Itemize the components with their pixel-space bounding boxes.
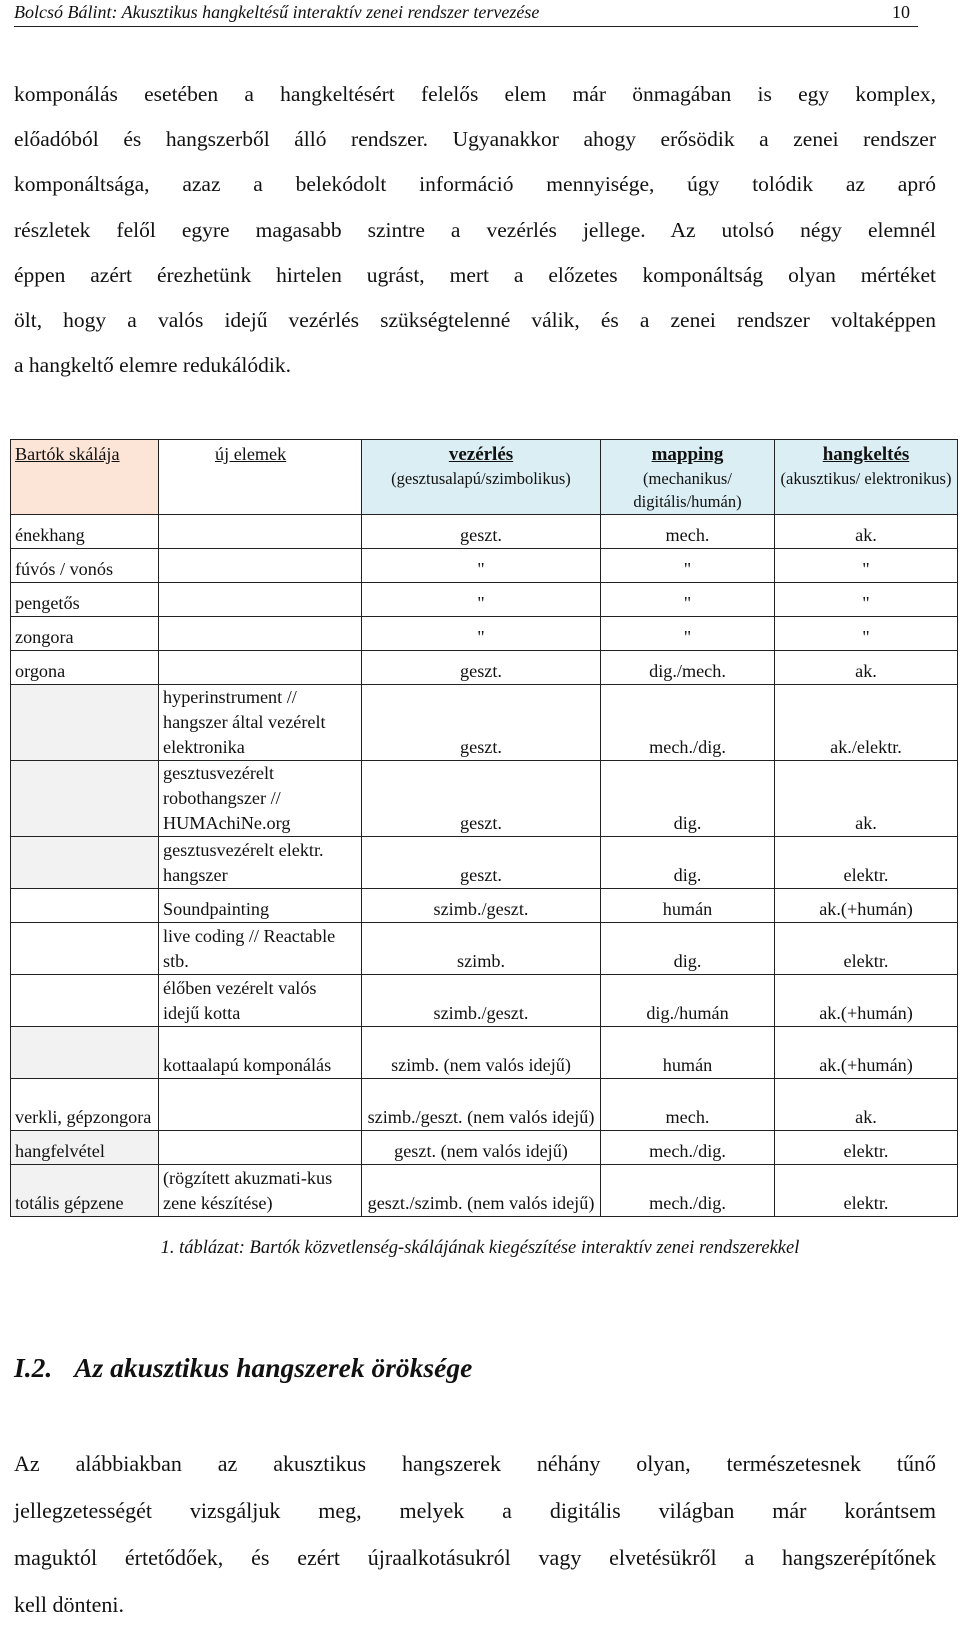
cell-control: geszt./szimb. (nem valós idejű) bbox=[362, 1165, 601, 1217]
table-row bbox=[11, 761, 958, 837]
cell-new-element: élőben vezérelt valós idejű kotta bbox=[159, 975, 362, 1027]
paragraph-line: komponáltsága, azaz a belekódolt információ mennyisége, úgy tolódik az apró bbox=[14, 172, 936, 197]
cell-sound: ak. bbox=[775, 761, 958, 837]
table-row bbox=[11, 1131, 958, 1165]
cell-sound: ak.(+humán) bbox=[775, 975, 958, 1027]
cell-control: " bbox=[362, 549, 601, 583]
section-number: I.2. bbox=[14, 1352, 53, 1383]
table-row bbox=[11, 1165, 958, 1217]
cell-mapping: mech. bbox=[601, 1079, 775, 1131]
cell-bartok: zongora bbox=[11, 617, 159, 651]
cell-mapping: dig. bbox=[601, 837, 775, 889]
cell-control: geszt. bbox=[362, 837, 601, 889]
running-header bbox=[14, 0, 918, 27]
section-heading bbox=[14, 1352, 472, 1384]
table-row bbox=[11, 889, 958, 923]
table-body bbox=[11, 515, 958, 1217]
cell-new-element: live coding // Reactable stb. bbox=[159, 923, 362, 975]
cell-new-element bbox=[159, 651, 362, 685]
cell-new-element: gesztusvezérelt robothangszer // HUMAchiNe.org bbox=[159, 761, 362, 837]
paragraph-line: komponálás esetében a hangkeltésért felelős elem már önmagában is egy komplex, bbox=[14, 82, 936, 106]
cell-bartok: fúvós / vonós bbox=[11, 549, 159, 583]
header-sound: hangkeltés (akusztikus/ elektronikus) bbox=[775, 440, 958, 515]
cell-mapping: " bbox=[601, 549, 775, 583]
cell-new-element: (rögzített akuzmati-kus zene készítése) bbox=[159, 1165, 362, 1217]
cell-new-element: kottaalapú komponálás bbox=[159, 1027, 362, 1079]
body-paragraph-1 bbox=[14, 72, 936, 388]
cell-control: geszt. bbox=[362, 651, 601, 685]
cell-bartok bbox=[11, 1027, 159, 1079]
cell-bartok: énekhang bbox=[11, 515, 159, 549]
cell-sound: " bbox=[775, 549, 958, 583]
cell-bartok bbox=[11, 685, 159, 761]
body-paragraph-2 bbox=[14, 1440, 936, 1628]
paragraph-line: részletek felől egyre magasabb szintre a vezérlés jellege. Az utolsó négy elemnél bbox=[14, 217, 936, 242]
cell-control: szimb./geszt. bbox=[362, 889, 601, 923]
cell-control: " bbox=[362, 583, 601, 617]
cell-bartok: verkli, gépzongora bbox=[11, 1079, 159, 1131]
paragraph-line: a hangkeltő elemre redukálódik. bbox=[14, 353, 292, 378]
cell-mapping: humán bbox=[601, 889, 775, 923]
cell-mapping: mech./dig. bbox=[601, 685, 775, 761]
cell-mapping: mech./dig. bbox=[601, 1165, 775, 1217]
cell-sound: ak.(+humán) bbox=[775, 1027, 958, 1079]
cell-control: geszt. (nem valós idejű) bbox=[362, 1131, 601, 1165]
cell-new-element bbox=[159, 617, 362, 651]
cell-bartok bbox=[11, 761, 159, 837]
cell-bartok: totális gépzene bbox=[11, 1165, 159, 1217]
cell-control: geszt. bbox=[362, 685, 601, 761]
cell-new-element bbox=[159, 515, 362, 549]
paragraph-line: éppen azért érezhetünk hirtelen ugrást, mert a előzetes komponáltság olyan mértéket bbox=[14, 262, 936, 287]
cell-control: szimb./geszt. (nem valós idejű) bbox=[362, 1079, 601, 1131]
cell-control: szimb./geszt. bbox=[362, 975, 601, 1027]
table-row bbox=[11, 651, 958, 685]
cell-new-element: hyperinstrument // hangszer által vezérelt elektronika bbox=[159, 685, 362, 761]
cell-mapping: " bbox=[601, 583, 775, 617]
table-header-row bbox=[11, 440, 958, 515]
paragraph-line: kell dönteni. bbox=[14, 1592, 124, 1617]
cell-new-element bbox=[159, 583, 362, 617]
cell-control: geszt. bbox=[362, 761, 601, 837]
cell-mapping: dig./mech. bbox=[601, 651, 775, 685]
cell-control: geszt. bbox=[362, 515, 601, 549]
cell-new-element: Soundpainting bbox=[159, 889, 362, 923]
cell-new-element bbox=[159, 1079, 362, 1131]
table-row bbox=[11, 923, 958, 975]
cell-sound: elektr. bbox=[775, 1131, 958, 1165]
header-new-elements: új elemek bbox=[159, 440, 362, 515]
cell-sound: elektr. bbox=[775, 1165, 958, 1217]
cell-sound: ak. bbox=[775, 651, 958, 685]
cell-bartok bbox=[11, 975, 159, 1027]
cell-bartok bbox=[11, 889, 159, 923]
table-caption: 1. táblázat: Bartók közvetlenség-skálájának kiegészítése interaktív zenei rendszerekkel bbox=[160, 1238, 800, 1258]
cell-control: szimb. bbox=[362, 923, 601, 975]
paragraph-line: jellegzetességét vizsgáljuk meg, melyek a digitális világban már korántsem bbox=[14, 1498, 936, 1523]
cell-bartok bbox=[11, 837, 159, 889]
cell-sound: ak. bbox=[775, 515, 958, 549]
cell-new-element bbox=[159, 549, 362, 583]
table-row bbox=[11, 549, 958, 583]
table-row bbox=[11, 1079, 958, 1131]
cell-sound: elektr. bbox=[775, 923, 958, 975]
cell-sound: ak.(+humán) bbox=[775, 889, 958, 923]
cell-sound: elektr. bbox=[775, 837, 958, 889]
table-row bbox=[11, 583, 958, 617]
section-title: Az akusztikus hangszerek öröksége bbox=[74, 1352, 473, 1383]
cell-sound: ak. bbox=[775, 1079, 958, 1131]
cell-mapping: " bbox=[601, 617, 775, 651]
table-row bbox=[11, 1027, 958, 1079]
table-row bbox=[11, 685, 958, 761]
page-number: 10 bbox=[892, 2, 910, 22]
table-row bbox=[11, 617, 958, 651]
paragraph-line: előadóból és hangszerből álló rendszer. Ugyanakkor ahogy erősödik a zenei rendszer bbox=[14, 127, 936, 152]
cell-mapping: humán bbox=[601, 1027, 775, 1079]
cell-bartok: pengetős bbox=[11, 583, 159, 617]
header-control: vezérlés (gesztusalapú/szimbolikus) bbox=[362, 440, 601, 515]
header-bartok: Bartók skálája bbox=[11, 440, 159, 515]
cell-new-element: gesztusvezérelt elektr. hangszer bbox=[159, 837, 362, 889]
cell-sound: " bbox=[775, 583, 958, 617]
table-row bbox=[11, 837, 958, 889]
table-row bbox=[11, 975, 958, 1027]
cell-control: " bbox=[362, 617, 601, 651]
cell-mapping: mech./dig. bbox=[601, 1131, 775, 1165]
paragraph-line: maguktól értetődőek, és ezért újraalkotásukról vagy elvetésükről a hangszerépítőnek bbox=[14, 1545, 936, 1570]
table-row bbox=[11, 515, 958, 549]
cell-bartok bbox=[11, 923, 159, 975]
cell-sound: " bbox=[775, 617, 958, 651]
cell-mapping: dig. bbox=[601, 923, 775, 975]
paragraph-line: Az alábbiakban az akusztikus hangszerek néhány olyan, természetesnek tűnő bbox=[14, 1451, 936, 1476]
header-mapping: mapping (mechanikus/ digitális/humán) bbox=[601, 440, 775, 515]
cell-sound: ak./elektr. bbox=[775, 685, 958, 761]
cell-bartok: orgona bbox=[11, 651, 159, 685]
cell-mapping: mech. bbox=[601, 515, 775, 549]
paragraph-line: ölt, hogy a valós idejű vezérlés szükségtelenné válik, és a zenei rendszer voltaképpen bbox=[14, 308, 936, 333]
cell-mapping: dig. bbox=[601, 761, 775, 837]
cell-new-element bbox=[159, 1131, 362, 1165]
header-title: Bolcsó Bálint: Akusztikus hangkeltésű interaktív zenei rendszer tervezése bbox=[14, 2, 540, 22]
cell-control: szimb. (nem valós idejű) bbox=[362, 1027, 601, 1079]
comparison-table bbox=[10, 439, 958, 1217]
cell-mapping: dig./humán bbox=[601, 975, 775, 1027]
cell-bartok: hangfelvétel bbox=[11, 1131, 159, 1165]
